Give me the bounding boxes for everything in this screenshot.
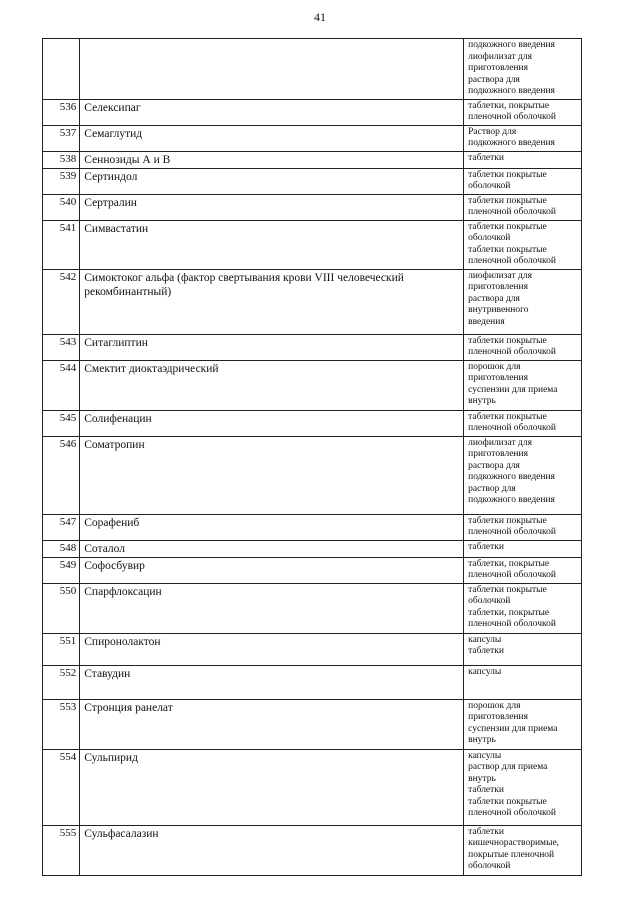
dosage-form-line: раствора для xyxy=(468,460,520,471)
drug-name: Соматропин xyxy=(80,436,464,514)
dosage-form-line: таблетки xyxy=(468,152,504,163)
dosage-form-line: приготовления xyxy=(468,282,528,292)
dosage-forms xyxy=(464,436,582,514)
dosage-forms xyxy=(464,699,582,749)
dosage-form-line: порошок для xyxy=(468,361,521,372)
dosage-form-line: таблетки покрытые xyxy=(468,515,547,526)
dosage-form-line: кишечнорастворимые, xyxy=(468,838,560,848)
table-row xyxy=(43,514,582,540)
dosage-form-line: приготовления xyxy=(468,449,528,459)
dosage-form-line: внутривенного xyxy=(468,305,529,315)
drug-name: Сертралин xyxy=(80,194,464,220)
page-number: 41 xyxy=(314,10,326,24)
dosage-form-line: приготовления xyxy=(468,63,528,73)
table-row xyxy=(43,436,582,514)
dosage-form-line: оболочкой xyxy=(468,181,511,191)
dosage-form-line: раствора для xyxy=(468,293,520,304)
table-row xyxy=(43,583,582,633)
dosage-form-line: оболочкой xyxy=(468,596,511,606)
drug-name: Сульфасалазин xyxy=(80,825,464,875)
dosage-form-line: порошок для xyxy=(468,700,521,711)
drug-name: Ситаглиптин xyxy=(80,334,464,360)
row-number: 549 xyxy=(43,557,80,583)
dosage-form-line: введения xyxy=(468,316,505,327)
dosage-forms xyxy=(464,665,582,699)
row-number: 551 xyxy=(43,633,80,665)
drug-name: Сертиндол xyxy=(80,168,464,194)
table-row xyxy=(43,633,582,665)
dosage-form-line: пленочной оболочкой xyxy=(468,347,557,357)
table-row xyxy=(43,220,582,269)
dosage-forms xyxy=(464,99,582,125)
table-row xyxy=(43,825,582,875)
row-number: 546 xyxy=(43,436,80,514)
dosage-form-line: раствор для xyxy=(468,483,516,494)
dosage-form-line: пленочной оболочкой xyxy=(468,423,557,433)
table-row xyxy=(43,269,582,334)
dosage-form-line: таблетки покрытые xyxy=(468,335,547,346)
dosage-form-line: лиофилизат для xyxy=(468,51,532,62)
drug-name: Софосбувир xyxy=(80,557,464,583)
dosage-forms xyxy=(464,125,582,151)
dosage-form-line: пленочной оболочкой xyxy=(468,619,557,629)
dosage-form-line: приготовления xyxy=(468,712,528,722)
dosage-forms xyxy=(464,360,582,410)
dosage-forms xyxy=(464,749,582,825)
dosage-form-line: таблетки xyxy=(468,826,504,837)
drug-name: Симоктоког альфа (фактор свертывания крови VIII человеческий рекомбинантный) xyxy=(80,269,464,334)
table-row xyxy=(43,151,582,168)
drug-name: Смектит диоктаэдрический xyxy=(80,360,464,410)
dosage-form-line: капсулы xyxy=(468,750,502,761)
dosage-forms xyxy=(464,540,582,557)
dosage-forms xyxy=(464,557,582,583)
table-row xyxy=(43,665,582,699)
row-number: 543 xyxy=(43,334,80,360)
dosage-form-line: капсулы xyxy=(468,634,502,645)
dosage-form-line: суспензии для приема xyxy=(468,384,558,395)
table-row xyxy=(43,749,582,825)
drug-name xyxy=(80,39,464,100)
drug-name: Соталол xyxy=(80,540,464,557)
dosage-form-line: таблетки покрытые xyxy=(468,169,547,180)
table-row xyxy=(43,360,582,410)
medication-table xyxy=(42,38,582,876)
dosage-forms xyxy=(464,514,582,540)
dosage-form-line: приготовления xyxy=(468,373,528,383)
row-number: 537 xyxy=(43,125,80,151)
dosage-form-line: таблетки покрытые xyxy=(468,195,547,206)
table-row xyxy=(43,99,582,125)
table-row xyxy=(43,410,582,436)
dosage-form-line: подкожного введения xyxy=(468,138,555,148)
dosage-form-line: подкожного введения xyxy=(468,472,555,482)
dosage-forms xyxy=(464,334,582,360)
dosage-form-line: внутрь xyxy=(468,773,496,784)
dosage-form-line: пленочной оболочкой xyxy=(468,570,557,580)
dosage-forms xyxy=(464,194,582,220)
row-number: 552 xyxy=(43,665,80,699)
table-row xyxy=(43,699,582,749)
dosage-form-line: пленочной оболочкой xyxy=(468,527,557,537)
drug-name: Сеннозиды А и В xyxy=(80,151,464,168)
dosage-form-line: таблетки покрытые xyxy=(468,584,547,595)
dosage-form-line: покрытые пленочной xyxy=(468,849,555,860)
dosage-form-line: таблетки, покрытые xyxy=(468,100,550,111)
dosage-form-line: таблетки xyxy=(468,541,504,552)
row-number: 545 xyxy=(43,410,80,436)
table-row xyxy=(43,334,582,360)
table-row xyxy=(43,168,582,194)
dosage-form-line: пленочной оболочкой xyxy=(468,808,557,818)
dosage-forms xyxy=(464,220,582,269)
drug-name: Селексипаг xyxy=(80,99,464,125)
dosage-form-line: Раствор для xyxy=(468,126,517,137)
drug-name: Сульпирид xyxy=(80,749,464,825)
dosage-form-line: подкожного введения xyxy=(468,495,555,505)
row-number: 548 xyxy=(43,540,80,557)
drug-name: Спиронолактон xyxy=(80,633,464,665)
dosage-form-line: подкожного введения xyxy=(468,86,555,96)
drug-name: Симвастатин xyxy=(80,220,464,269)
dosage-forms xyxy=(464,825,582,875)
dosage-form-line: таблетки покрытые xyxy=(468,221,547,232)
dosage-form-line: таблетки покрытые xyxy=(468,796,547,807)
table-row xyxy=(43,557,582,583)
dosage-form-line: внутрь xyxy=(468,396,496,406)
row-number: 542 xyxy=(43,269,80,334)
dosage-forms xyxy=(464,269,582,334)
dosage-form-line: пленочной оболочкой xyxy=(468,207,557,217)
dosage-form-line: суспензии для приема xyxy=(468,723,558,734)
table-row xyxy=(43,194,582,220)
table-row xyxy=(43,540,582,557)
dosage-form-line: оболочкой xyxy=(468,233,511,243)
medication-table-body xyxy=(43,39,582,876)
dosage-form-line: подкожного введения xyxy=(468,40,555,50)
row-number: 555 xyxy=(43,825,80,875)
drug-name: Солифенацин xyxy=(80,410,464,436)
dosage-form-line: оболочкой xyxy=(468,861,511,871)
dosage-form-line: таблетки, покрытые xyxy=(468,558,550,569)
row-number xyxy=(43,39,80,100)
drug-name: Ставудин xyxy=(80,665,464,699)
row-number: 550 xyxy=(43,583,80,633)
drug-name: Семаглутид xyxy=(80,125,464,151)
row-number: 554 xyxy=(43,749,80,825)
dosage-form-line: раствор для приема xyxy=(468,762,548,772)
dosage-form-line: пленочной оболочкой xyxy=(468,112,557,122)
dosage-forms xyxy=(464,410,582,436)
dosage-form-line: таблетки xyxy=(468,646,504,656)
table-row xyxy=(43,39,582,100)
dosage-form-line: пленочной оболочкой xyxy=(468,256,557,266)
dosage-form-line: таблетки xyxy=(468,785,504,795)
dosage-form-line: таблетки покрытые xyxy=(468,411,547,422)
row-number: 539 xyxy=(43,168,80,194)
drug-name: Стронция ранелат xyxy=(80,699,464,749)
drug-name: Сорафениб xyxy=(80,514,464,540)
dosage-form-line: раствора для xyxy=(468,74,520,85)
dosage-forms xyxy=(464,168,582,194)
table-row xyxy=(43,125,582,151)
dosage-forms xyxy=(464,583,582,633)
dosage-form-line: лиофилизат для xyxy=(468,437,532,448)
row-number: 544 xyxy=(43,360,80,410)
dosage-forms xyxy=(464,151,582,168)
row-number: 536 xyxy=(43,99,80,125)
dosage-forms xyxy=(464,633,582,665)
dosage-form-line: таблетки покрытые xyxy=(468,244,547,255)
dosage-forms xyxy=(464,39,582,100)
row-number: 547 xyxy=(43,514,80,540)
row-number: 540 xyxy=(43,194,80,220)
dosage-form-line: внутрь xyxy=(468,735,496,745)
row-number: 538 xyxy=(43,151,80,168)
row-number: 541 xyxy=(43,220,80,269)
dosage-form-line: таблетки, покрытые xyxy=(468,607,550,618)
drug-name: Спарфлоксацин xyxy=(80,583,464,633)
dosage-form-line: капсулы xyxy=(468,666,502,677)
row-number: 553 xyxy=(43,699,80,749)
dosage-form-line: лиофилизат для xyxy=(468,270,532,281)
